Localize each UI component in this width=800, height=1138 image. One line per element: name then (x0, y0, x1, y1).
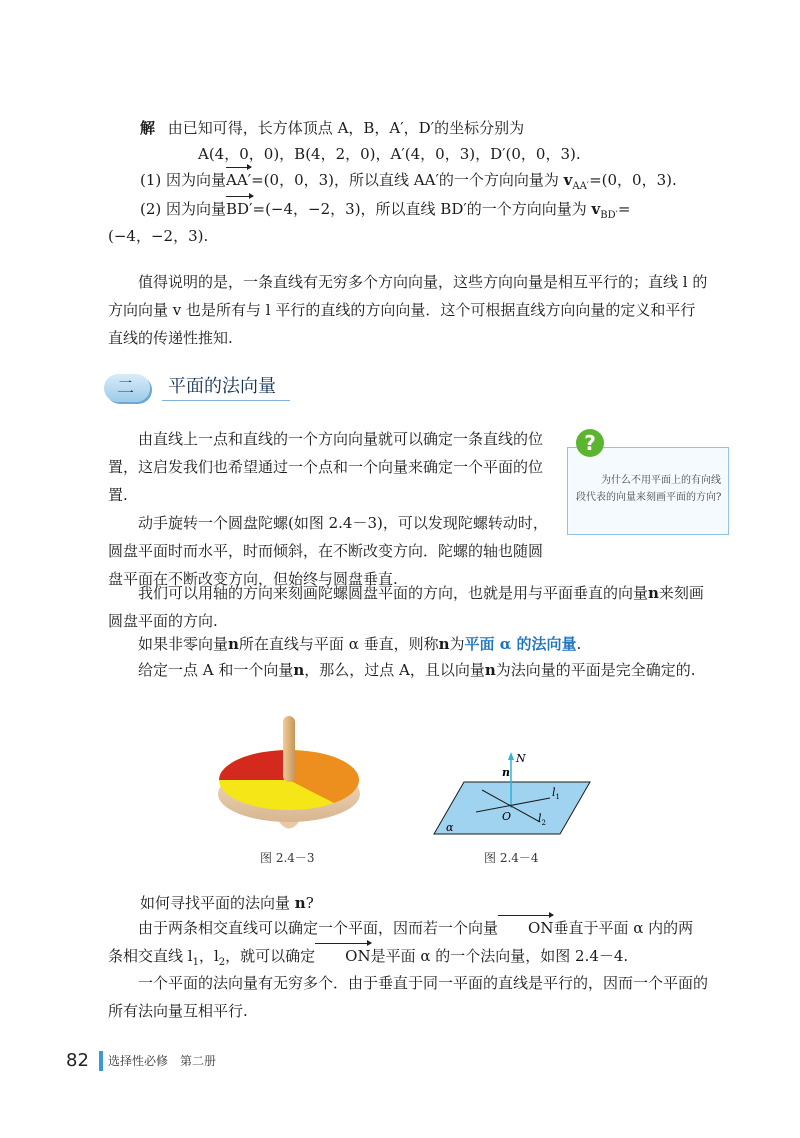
footer-divider (99, 1051, 103, 1071)
p5-post: 为法向量的平面是完全确定的. (495, 661, 696, 679)
book-title: 选择性必修 第二册 (108, 1054, 217, 1068)
vector-v-2: v (591, 200, 601, 218)
question-line (140, 889, 314, 917)
sub-2: 2 (218, 957, 226, 968)
vector-n: n (294, 894, 306, 912)
vector-AA-prime: AA′ (226, 166, 251, 194)
disc-orange (289, 750, 359, 780)
p4-pre: 如果非零向量 (138, 635, 229, 653)
body-paragraph-4 (108, 630, 708, 658)
item1-pre: (1) 因为向量 (140, 171, 227, 189)
ap1-end: 是平面 α 的一个法向量，如图 2.4－4. (370, 947, 629, 965)
label-n: n (502, 766, 510, 779)
p5-mid: ，那么，过点 A，且以向量 (304, 661, 485, 679)
p4-mid2: 为 (449, 635, 465, 653)
spinning-top-figure (214, 712, 364, 842)
figure-3-caption: 图 2.4－3 (260, 851, 315, 865)
item1-post: =(0，0，3)，所以直线 AA′的一个方向向量为 (251, 171, 564, 189)
item1-subscript: AA′ (572, 181, 590, 192)
item2-post: =(−4，−2，3)，所以直线 BD′的一个方向向量为 (252, 200, 592, 218)
question-text: 如何寻找平面的法向量 (140, 894, 295, 912)
remark-paragraph: 值得说明的是，一条直线有无穷多个方向向量，这些方向向量是相互平行的；直线 l 的方向向量 v 也是所有与 l 平行的直线的方向向量．这个可根据直线方向向量的定义和平行直线的传递性推知. (108, 273, 708, 347)
label-N: N (516, 752, 526, 765)
label-l1: $l_1$ (552, 786, 560, 801)
plane-alpha (434, 782, 590, 834)
label-alpha: α (446, 821, 454, 834)
ap1-pre: 由于两条相交直线可以确定一个平面，因而若一个向量 (138, 919, 499, 937)
normal-vector-figure (432, 750, 592, 840)
vector-ON-2: ON (315, 942, 370, 970)
item1-end: =(0，0，3). (589, 171, 677, 189)
item2-subscript: BD′ (600, 210, 618, 221)
p5-pre: 给定一点 A 和一个向量 (138, 661, 294, 679)
vector-n: n (484, 661, 496, 679)
solution-intro: 由已知可得，长方体顶点 A，B，A′，D′的坐标分别为 (167, 119, 525, 137)
disc-red (219, 750, 289, 780)
p3-pre: 我们可以用轴的方向来刻画陀螺圆盘平面的方向，也就是用与平面垂直的向量 (138, 584, 649, 602)
vector-n: n (228, 635, 239, 653)
body-paragraph-1: 由直线上一点和直线的一个方向向量就可以确定一条直线的位置，这启发我们也希望通过一个点和一个向量来确定一个平面的位置. (108, 430, 544, 504)
body-paragraph-2: 动手旋转一个圆盘陀螺(如图 2.4－3)，可以发现陀螺转动时，圆盘平面时而水平，时而倾斜，在不断改变方向．陀螺的轴也随圆盘平面在不断改变方向，但始终与圆盘垂直. (108, 514, 548, 588)
definition-term: 平面 α 的法向量 (464, 635, 577, 653)
vector-n: n (438, 635, 450, 653)
vector-BD-prime: BD′ (226, 195, 252, 223)
figure-4-caption: 图 2.4－4 (484, 851, 539, 865)
item2-pre: (2) 因为向量 (140, 200, 227, 218)
question-icon: ? (576, 429, 604, 457)
after-paragraph-2: 一个平面的法向量有无穷多个．由于垂直于同一平面的直线是平行的，因而一个平面的所有法向量互相平行. (108, 974, 709, 1020)
solution-coords: A(4，0，0)，B(4，2，0)，A′(4，0，3)，D′(0，0，3). (198, 145, 581, 163)
ap1-c2: ，就可以确定 (225, 947, 316, 965)
p3-post: 来刻画圆盘平面的方向. (108, 584, 704, 630)
sub-1: 1 (192, 957, 199, 968)
p4-mid: 所在直线与平面 α 垂直，则称 (238, 635, 439, 653)
page-number: 82 (66, 1050, 89, 1071)
question-end: ? (305, 894, 314, 912)
section-title: 平面的法向量 (168, 376, 276, 397)
p4-end: . (576, 635, 582, 653)
solution-item-2 (140, 195, 630, 230)
body-paragraph-5 (108, 656, 708, 684)
after-paragraph-1 (108, 914, 708, 977)
normal-arrowhead (508, 752, 514, 760)
ap1-c: ，l (198, 947, 219, 965)
vector-v: v (563, 171, 573, 189)
side-note-text: 为什么不用平面上的有向线段代表的向量来刻画平面的方向? (576, 475, 722, 503)
vector-n: n (293, 661, 305, 679)
label-l2: $l_2$ (538, 812, 546, 827)
vector-n: n (648, 584, 659, 602)
section-number: 二 (117, 378, 134, 398)
vector-ON: ON (498, 914, 553, 942)
label-O: O (502, 810, 512, 823)
ap1-mid: 垂直于平面 α 内的两条相交直线 l (108, 919, 694, 965)
top-axis (283, 716, 295, 782)
item2-end: = (617, 200, 631, 218)
body-paragraph-3 (108, 579, 708, 635)
solution-intro-line (140, 114, 524, 142)
solution-item-2-cont: (−4，−2，3). (108, 227, 209, 245)
solution-label: 解 (140, 119, 156, 137)
section-underline (162, 400, 290, 401)
